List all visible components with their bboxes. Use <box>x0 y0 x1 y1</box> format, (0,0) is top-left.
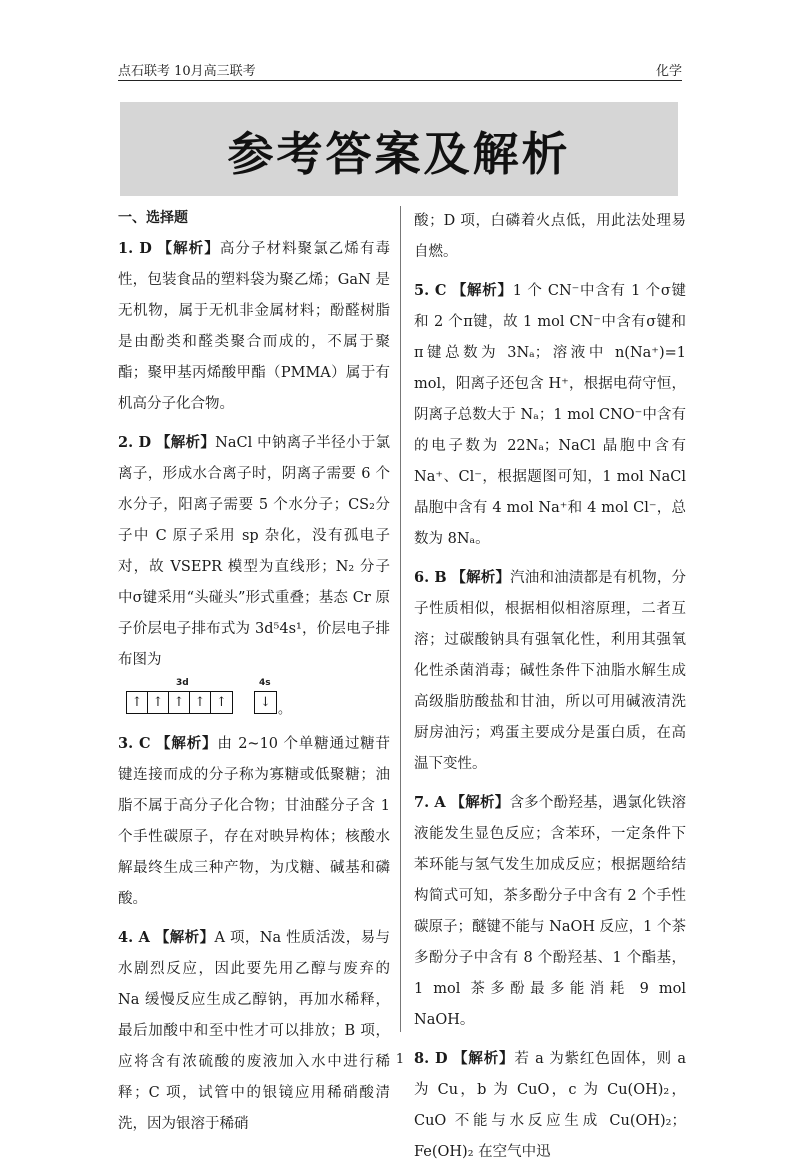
answer-item: 4. A 【解析】A 项，Na 性质活泼，易与水剧烈反应，因此要先用乙醇与废弃的 Na 缓慢反应生成乙醇钠，再加水稀释，最后加酸中和至中性才可以排放；B 项，应将含有浓硫酸的废液加入水中进行稀释；C 项，试管中的银镜应用稀硝酸清洗，因为银溶于稀硝 <box>118 929 391 1132</box>
orbital-end-mark: 。 <box>278 702 292 717</box>
answer-item: 7. A 【解析】含多个酚羟基，遇氯化铁溶液能发生显色反应；含苯环，一定条件下苯环能与氢气发生加成反应；根据题给结构简式可知，茶多酚分子中含有 2 个手性碳原子；醚键不能与 NaOH 反应，1 个茶多酚分子中含有 8 个酚羟基、1 个酯基，1 mol 茶多酚最多能消耗 9 mol NaOH。 <box>414 794 687 1028</box>
header-subject: 化学 <box>655 64 682 79</box>
header-exam-name: 点石联考 10月高三联考 <box>118 64 256 79</box>
left-column <box>118 206 390 1140</box>
orbital-cell: ↑ <box>127 692 148 713</box>
orbital-label-3d: 3d <box>176 678 189 688</box>
orbital-cell: ↑ <box>169 692 190 713</box>
page-title: 参考答案及解析 <box>227 127 571 181</box>
orbital-boxes-3d <box>126 691 233 714</box>
section-heading: 一、选择题 <box>118 210 188 226</box>
right-column <box>414 206 686 1168</box>
answer-item: 2. D 【解析】NaCl 中钠离子半径小于氯离子，形成水合离子时，阴离子需要 6 个水分子，阳离子需要 5 个水分子；CS₂分子中 C 原子采用 sp 杂化，没有孤电子对，故 VSEPR 模型为直线形；N₂ 分子中σ键采用“头碰头”形式重叠；基态 Cr 原子价层电子排布式为 3d⁵4s¹，价层电子排布图为 <box>118 434 390 668</box>
orbital-cell: ↑ <box>190 692 211 713</box>
orbital-cell: ↑ <box>148 692 169 713</box>
answer-item: 6. B 【解析】汽油和油渍都是有机物，分子性质相似，根据相似相溶原理，二者互溶；过碳酸钠具有强氧化性，利用其强氧化性杀菌消毒；碱性条件下油脂水解生成高级脂肪酸盐和甘油，所以可用碱液清洗厨房油污；鸡蛋主要成分是蛋白质，在高温下变性。 <box>414 569 687 772</box>
answer-continuation: 酸；D 项，白磷着火点低，用此法处理易自燃。 <box>414 213 686 260</box>
orbital-label-4s: 4s <box>259 678 271 688</box>
answer-item: 3. C 【解析】由 2~10 个单糖通过糖苷键连接而成的分子称为寡糖或低聚糖；油脂不属于高分子化合物；甘油醛分子含 1 个手性碳原子，存在对映异构体；核酸水解最终生成三种产物，为戊糖、碱基和磷酸。 <box>118 735 391 907</box>
column-divider <box>400 206 401 1032</box>
orbital-diagram <box>126 678 390 722</box>
running-header <box>118 58 682 81</box>
orbital-boxes-4s <box>254 691 277 714</box>
title-banner <box>120 102 678 196</box>
orbital-cell: ↑ <box>216 695 227 710</box>
page-number: 1 <box>395 1052 405 1067</box>
answer-item: 5. C 【解析】1 个 CN⁻中含有 1 个σ键和 2 个π键，故 1 mol CN⁻中含有σ键和π键总数为 3Nₐ；溶液中 n(Na⁺)=1 mol，阳离子还包含 H⁺，根据电荷守恒，阴离子总数大于 Nₐ；1 mol CNO⁻中含有的电子数为 22Nₐ；NaCl 晶胞中含有 Na⁺、Cl⁻，根据题图可知，1 mol NaCl 晶胞中含有 4 mol Na⁺和 4 mol Cl⁻，总数为 8Nₐ。 <box>414 282 687 547</box>
orbital-cell: ↓ <box>260 695 271 710</box>
answer-item: 8. D 【解析】若 a 为紫红色固体，则 a 为 Cu，b 为 CuO，c 为 Cu(OH)₂，CuO 不能与水反应生成 Cu(OH)₂；Fe(OH)₂ 在空气中迅 <box>414 1050 687 1160</box>
answer-item: 1. D 【解析】高分子材料聚氯乙烯有毒性，包装食品的塑料袋为聚乙烯；GaN 是无机物，属于无机非金属材料；酚醛树脂是由酚类和醛类聚合而成的，不属于聚酯；聚甲基丙烯酸甲酯（PMMA）属于有机高分子化合物。 <box>118 240 391 412</box>
